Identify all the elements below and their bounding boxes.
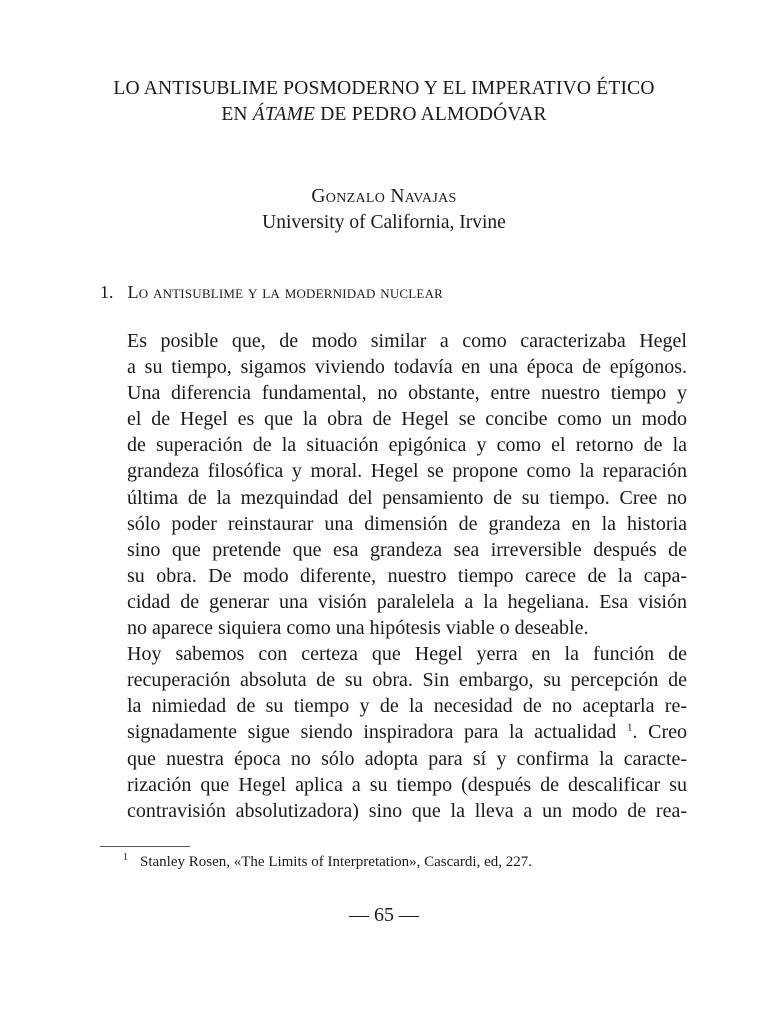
- text-line: contravisión absolutizadora) sino que la lleva a un modo de rea-: [127, 799, 687, 822]
- film-title: ÁTAME: [252, 104, 316, 125]
- author-name: Gonzalo Navajas: [311, 186, 457, 207]
- text-line: sino que pretende que esa grandeza sea irreversible después de: [127, 538, 687, 561]
- title-line-1: LO ANTISUBLIME POSMODERNO Y EL IMPERATIVO ÉTICO: [113, 78, 655, 99]
- text-line: Hoy sabemos con certeza que Hegel yerra en la función de: [127, 643, 687, 666]
- text-line-content: signadamente sigue siendo inspiradora para la actualidad: [127, 721, 617, 744]
- footnote-reference[interactable]: 1: [626, 721, 633, 734]
- text-line-with-footnote: [100, 719, 687, 745]
- text-line: Una diferencia fundamental, no obstante, entre nuestro tiempo y: [127, 382, 687, 405]
- body-text: [100, 328, 687, 824]
- footnote-text: Stanley Rosen, «The Limits of Interpretation», Cascardi, ed, 227.: [140, 854, 532, 870]
- text-line: grandeza filosófica y moral. Hegel se propone como la reparación: [127, 460, 687, 483]
- text-line: rización que Hegel aplica a su tiempo (después de descalificar su: [127, 773, 687, 796]
- paragraph-2: [100, 641, 687, 824]
- section-label: Lo antisublime y la modernidad nuclear: [127, 282, 444, 302]
- title-line-2: [0, 102, 768, 128]
- text-line: la nimiedad de su tiempo y de la necesidad de no aceptarla re-: [127, 695, 687, 718]
- page-number: — 65 —: [349, 904, 419, 926]
- text-line: el de Hegel es que la obra de Hegel se concibe como un modo: [127, 408, 687, 431]
- text-line: a su tiempo, sigamos viviendo todavía en una época de epígonos.: [127, 356, 687, 379]
- text-line: recuperación absoluta de su obra. Sin embargo, su percepción de: [127, 669, 687, 692]
- footnote-divider: [100, 846, 190, 847]
- text-line: de superación de la situación epigónica y como el retorno de la: [127, 434, 687, 457]
- paragraph-1: [100, 328, 687, 641]
- text-line: cidad de generar una visión paralelela a la hegeliana. Esa visión: [127, 590, 687, 613]
- text-line: su obra. De modo diferente, nuestro tiempo carece de la capa-: [127, 564, 687, 587]
- article-title: [0, 76, 768, 128]
- text-line: última de la mezquindad del pensamiento de su tiempo. Cree no: [127, 486, 687, 509]
- author-affiliation: University of California, Irvine: [262, 212, 506, 233]
- text-line: Es posible que, de modo similar a como caracterizaba Hegel: [127, 330, 687, 352]
- text-line: que nuestra época no sólo adopta para sí y confirma la caracte-: [127, 747, 687, 770]
- footnote-number: 1: [123, 852, 128, 863]
- section-heading: [100, 280, 443, 304]
- title-line-2-suffix: DE PEDRO ALMODÓVAR: [315, 104, 547, 125]
- text-line: no aparece siquiera como una hipótesis viable o deseable.: [127, 617, 589, 640]
- footnote: [123, 852, 532, 872]
- section-number: 1.: [100, 282, 114, 302]
- author-block: [0, 184, 768, 236]
- title-line-2-prefix: EN: [221, 104, 253, 125]
- text-line-continuation: . Creo: [632, 721, 687, 744]
- text-line: sólo poder reinstaurar una dimensión de grandeza en la historia: [127, 512, 687, 535]
